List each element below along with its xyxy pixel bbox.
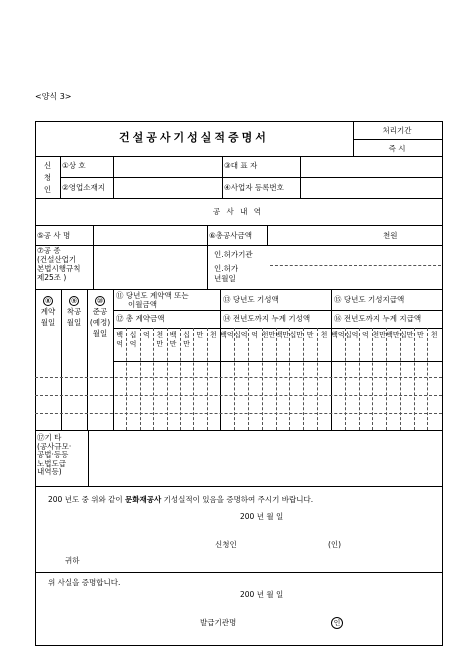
issuer-label: 발급기관명 [200, 618, 237, 627]
trade-name-field[interactable] [114, 157, 221, 176]
unit-header-2-4: 백만 [386, 331, 400, 339]
trade-name-label: ①상 호 [62, 161, 86, 170]
unit-header-1-7: 천 [320, 331, 328, 339]
certify-text: 위 사실을 증명합니다. [48, 578, 121, 587]
unit-header-1-3: 천만 [261, 331, 276, 339]
other-field[interactable] [89, 431, 441, 485]
form-title: 건설공사기성실적증명서 [119, 131, 269, 144]
unit-header-2-7: 천 [430, 331, 438, 339]
total-amount-field[interactable] [268, 226, 378, 244]
business-reg-no-label: ④사업자 등록번호 [224, 183, 284, 192]
unit-column-divider [207, 328, 208, 430]
unit-header-2-1: 십억 [344, 331, 359, 339]
unit-header-0-7: 천 [209, 331, 217, 339]
permit-agency-label: 인.허가기관 [214, 250, 253, 259]
unit-column-divider [317, 328, 318, 430]
unit-column-divider [372, 328, 373, 430]
unit-column-divider [359, 328, 360, 430]
unit-column-divider [386, 328, 387, 430]
unit-header-0-2: 억 [143, 331, 150, 339]
unit-header-0-6: 만 [196, 331, 204, 339]
permit-agency-field[interactable] [270, 246, 440, 264]
unit-header-0-3: 천만 [156, 331, 164, 348]
unit-header-0-0: 백억 [116, 331, 124, 348]
unit-column-divider [345, 328, 346, 430]
unit-column-divider [140, 328, 141, 430]
unit-column-divider [427, 328, 428, 430]
work-name-label: ⑤공 사 명 [37, 231, 71, 240]
work-name-field[interactable] [94, 226, 206, 244]
form-label: <양식 3> [35, 92, 72, 101]
unit-column-divider [262, 328, 263, 430]
unit-header-1-0: 백억 [220, 331, 234, 339]
work-type-label: ⑦공 종 (건설산업기 본법시행규칙 제25조 ) [37, 246, 81, 282]
unit-header-1-6: 만 [306, 331, 314, 339]
request-date: 200 년 월 일 [240, 512, 284, 521]
cumulative-progress-header: ⑭ 전년도까지 누계 기성액 [223, 314, 311, 323]
unit-header-0-1: 십억 [129, 331, 137, 348]
unit-header-2-2: 억 [361, 331, 369, 339]
unit-header-0-4: 백만 [169, 331, 177, 348]
unit-header-1-5: 십만 [289, 331, 304, 339]
start-date-header: ⑨ 착공 월일 [66, 297, 82, 327]
unit-header-1-4: 백만 [275, 331, 290, 339]
completion-date-header: ⑩ 준공 (예정) 월일 [89, 297, 111, 338]
cumulative-payment-header: ⑯ 전년도까지 누계 지급액 [334, 314, 422, 323]
amount-unit: 천원 [383, 231, 398, 240]
this-year-progress-header: ⑬ 당년도 기성액 [223, 295, 279, 304]
unit-column-divider [193, 328, 194, 430]
unit-header-2-0: 백억 [331, 331, 345, 339]
representative-field[interactable] [301, 157, 441, 176]
applicant-sign-label: 신청인 [215, 540, 237, 549]
unit-column-divider [276, 328, 277, 430]
other-label: ⑰기 타 (공사규모· 공법·등등 노법도급 내역등) [37, 433, 72, 476]
unit-header-0-5: 십만 [183, 331, 190, 348]
issue-date: 200 년 월 일 [240, 590, 284, 599]
progress-records-area[interactable] [36, 362, 441, 429]
applicant-side-label: 신 청 인 [43, 161, 52, 194]
unit-header-1-2: 억 [251, 331, 259, 339]
unit-column-divider [234, 328, 235, 430]
permit-date-field[interactable] [270, 267, 440, 287]
unit-column-divider [248, 328, 249, 430]
section-title: 공 사 내 역 [212, 207, 264, 216]
unit-header-2-6: 만 [416, 331, 424, 339]
unit-column-divider [400, 328, 401, 430]
business-reg-no-field[interactable] [301, 178, 441, 197]
unit-column-divider [289, 328, 290, 430]
unit-header-2-3: 천만 [372, 331, 386, 339]
applicant-seal: (인) [328, 540, 342, 549]
business-location-field[interactable] [114, 178, 221, 197]
business-location-label: ②영업소재지 [62, 183, 105, 192]
representative-label: ③대 표 자 [224, 161, 258, 170]
request-text: 200 년도 중 위와 같이 문화재공사 기성실적이 있음을 증명하여 주시기 바랍니다. [48, 495, 314, 504]
unit-column-divider [303, 328, 304, 430]
unit-header-2-5: 십만 [399, 331, 414, 339]
unit-header-1-1: 십억 [234, 331, 248, 339]
contract-date-header: ⑧ 계약 월일 [40, 297, 56, 327]
carryover-header: ⑪ 당년도 계약액 또는 이월금액 [116, 291, 189, 309]
issuer-seal: 인 [331, 617, 343, 629]
permit-date-label: 인.허가 년월일 [214, 264, 239, 283]
this-year-payment-header: ⑮ 당년도 기성지급액 [334, 295, 405, 304]
unit-column-divider [414, 328, 415, 430]
work-type-field[interactable] [94, 246, 206, 288]
total-amount-label: ⑥총공사금액 [209, 231, 252, 240]
total-contract-header: ⑫ 총 계약금액 [116, 314, 165, 323]
processing-period-value: 즉 시 [388, 144, 406, 153]
request-text-work-type: 문화재공사 [124, 495, 162, 504]
processing-period-label: 처리기간 [382, 126, 412, 135]
addressee: 귀하 [65, 556, 80, 565]
